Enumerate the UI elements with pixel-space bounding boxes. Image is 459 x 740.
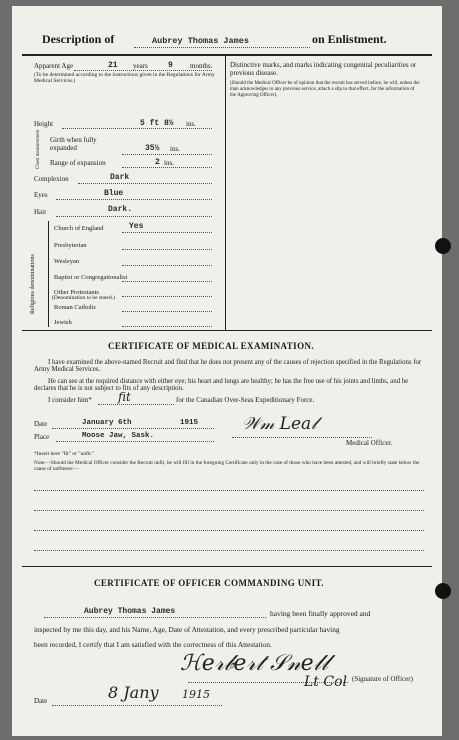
header-name: Aubrey Thomas James — [152, 36, 249, 46]
section-rule-2 — [22, 566, 432, 567]
religion-item: Church of England — [54, 225, 104, 232]
girth-line — [122, 154, 212, 155]
height-label: Height — [34, 120, 54, 128]
commanding-heading: CERTIFICATE OF OFFICER COMMANDING UNIT. — [94, 578, 324, 588]
commanding-date-year: 1915 — [182, 688, 210, 701]
medical-para1: I have examined the above-named Recruit and find that he does not present any of the causes of rejection specified in the Regulations for Army Medical Services. — [34, 359, 422, 374]
medical-officer-label: Medical Officer. — [346, 439, 393, 447]
height-value: 5 ft 8½ — [140, 119, 174, 128]
commanding-line1: having been finally approved and — [270, 609, 371, 618]
commanding-signature-label: (Signature of Officer) — [352, 675, 413, 683]
medical-date-label: Date — [34, 420, 48, 428]
other-denomination-note: (Denomination to be stated.) — [52, 295, 115, 301]
distinctive-marks-label: Distinctive marks, and marks indicating congenital peculiarities or previous disease. — [230, 61, 417, 77]
religion-line — [122, 326, 212, 327]
expansion-label: Range of expansion — [50, 159, 106, 167]
years-label: years — [133, 62, 148, 70]
eyes-label: Eyes — [34, 191, 48, 199]
punch-hole-bottom — [435, 583, 451, 599]
girth-unit: ins. — [170, 145, 180, 153]
distinctive-marks-note: (Should the Medical Officer be of opinion that the recruit has served before, he will, unless the man acknowledges to any previous service, attach a slip to that effect, for the information of the Approving Officer). — [230, 81, 420, 98]
hair-line — [56, 216, 212, 217]
insert-note: *Insert here "fit" or "unfit." — [34, 451, 95, 457]
medical-place-label: Place — [34, 433, 50, 441]
header-rule — [22, 54, 432, 56]
commanding-line3: been recorded, I certify that I am satisfied with the correctness of this Attestation. — [34, 640, 272, 649]
religion-bracket — [48, 221, 49, 327]
expansion-value: 2 — [155, 158, 160, 167]
consider-label: I consider him* — [48, 396, 92, 404]
medical-date-value: January 6th — [82, 419, 132, 427]
medical-date-year: 1915 — [180, 419, 199, 427]
consider-value: fit — [118, 390, 131, 404]
hair-value: Dark. — [108, 205, 133, 214]
attestation-sheet — [12, 6, 442, 736]
commanding-signature-line — [188, 682, 348, 683]
religion-item: Jewish — [54, 319, 72, 326]
medical-officer-signature: 𝒲𝓂 𝐿𝑒𝑎𝓁 — [242, 414, 317, 434]
religion-item: Roman Catholic — [54, 304, 97, 311]
consider-rest: for the Canadian Over-Seas Expeditionary Force. — [176, 396, 315, 404]
medical-date-line — [52, 428, 214, 429]
religion-item: Presbyterian — [54, 242, 87, 249]
girth-value: 35½ — [145, 144, 160, 153]
girth-label: Girth when fully expanded — [50, 136, 97, 152]
religion-line — [122, 281, 212, 282]
hair-label: Hair — [34, 208, 47, 216]
medical-heading: CERTIFICATE OF MEDICAL EXAMINATION. — [108, 341, 315, 351]
religion-label: Religious denominations — [30, 254, 36, 314]
column-divider — [225, 56, 226, 330]
eyes-line — [56, 199, 212, 200]
religion-item: Baptist or Congregationalist — [54, 274, 128, 281]
religion-line — [122, 232, 212, 233]
complexion-value: Dark — [110, 173, 130, 182]
religion-item: Wesleyan — [54, 258, 80, 265]
age-years-value: 21 — [108, 61, 118, 70]
apparent-age-label: Apparent Age — [34, 62, 74, 70]
months-label: months. — [190, 62, 213, 70]
section-rule — [22, 330, 432, 331]
church-value: Yes — [129, 222, 144, 231]
commanding-officer-rank: Lt Col — [304, 674, 347, 690]
religion-item: Other Protestants — [54, 289, 99, 296]
medical-place-value: Moose Jaw, Sask. — [82, 432, 155, 440]
medical-officer-line — [232, 437, 372, 438]
complexion-label: Complexion — [34, 175, 69, 183]
eyes-value: Blue — [104, 189, 124, 198]
age-note: (To be determined according to the instructions given in the Regulations for Army Medical Services.) — [34, 72, 215, 85]
age-months-value: 9 — [168, 61, 173, 70]
unfit-line-2 — [34, 510, 424, 511]
commanding-name: Aubrey Thomas James — [84, 607, 176, 616]
unfit-line-1 — [34, 490, 424, 491]
height-unit: ins. — [186, 120, 196, 128]
header-name-line — [134, 47, 310, 48]
unfit-line-4 — [34, 550, 424, 551]
chest-label: Chest measurement — [36, 129, 41, 169]
medical-place-line — [56, 441, 214, 442]
religion-line — [122, 296, 212, 297]
commanding-date-line — [52, 705, 222, 706]
commanding-line2: inspected by me this day, and his Name, Age, Date of Attestation, and every prescribed particular having — [34, 625, 340, 634]
religion-line — [122, 311, 212, 312]
complexion-line — [78, 183, 212, 184]
commanding-officer-signature: ℋ𝑒𝓇𝒷𝑒𝓇𝓉 𝒮𝓃𝑒𝓁𝓁 — [180, 651, 329, 676]
expansion-unit: ins. — [164, 159, 174, 167]
religion-line — [122, 249, 212, 250]
medical-para2: He can see at the required distance with either eye; his heart and lungs are healthy; he has the free use of his joints and limbs, and he declares that he is not subject to fits of any description. — [34, 378, 409, 393]
header-title-right: on Enlistment. — [312, 32, 387, 46]
punch-hole-top — [435, 238, 451, 254]
commanding-name-line — [44, 617, 266, 618]
consider-line — [98, 404, 174, 405]
commanding-date-value: 8 Jany — [108, 683, 159, 702]
header-title-left: Description of — [42, 32, 115, 46]
unfit-note: Note.—Should the Medical Officer consider the Recruit unfit, he will fill in the foregoing Certificate only in the case of those who have been attested, and will briefly state below the cause of unfitness:— — [34, 460, 420, 473]
religion-line — [122, 265, 212, 266]
unfit-line-3 — [34, 530, 424, 531]
commanding-date-label: Date — [34, 697, 48, 705]
